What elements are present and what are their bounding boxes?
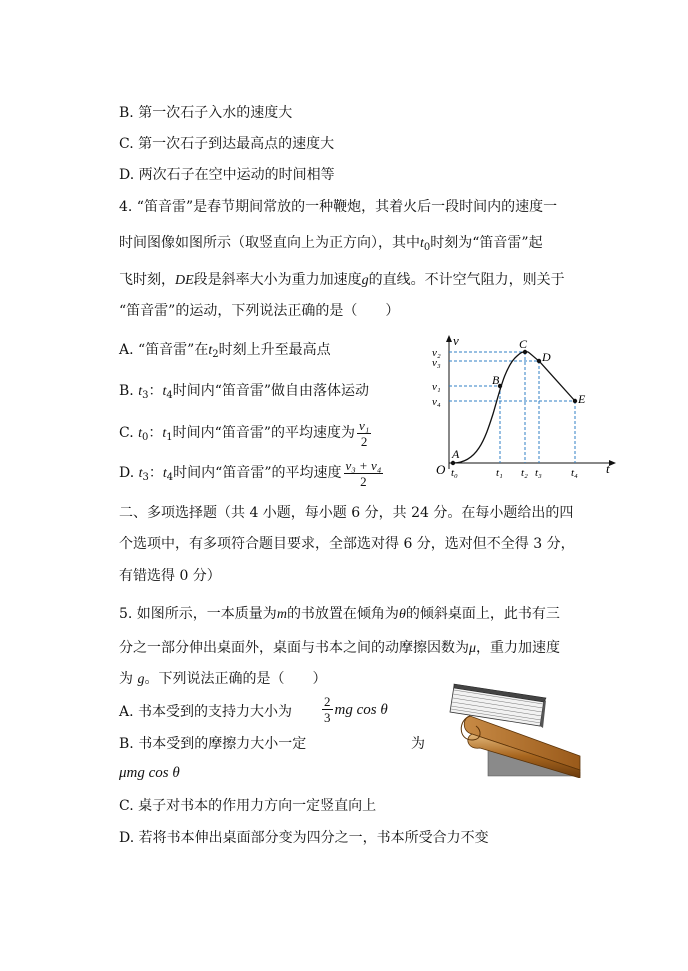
q5-stem-text: 分之一部分伸出桌面外，桌面与书本之间的动摩擦因数为 (119, 640, 469, 656)
q5-stem-text: ，重力加速度 (476, 640, 561, 656)
q4-stem-text: 飞时刻， (119, 272, 175, 288)
point-label-d: D (542, 350, 551, 364)
expression-mg-cos-theta: mg cos θ (334, 702, 388, 718)
q5-option-c: C. 桌子对书本的作用力方向一定竖直向上 (119, 798, 377, 814)
q3-option-d: D. 两次石子在空中运动的时间相等 (119, 167, 335, 183)
symbol-g: g (361, 273, 369, 288)
q4-option-text: B. (119, 383, 134, 399)
tick-label-t2: t₂ (521, 467, 528, 479)
fraction-v1-over-2 (357, 418, 371, 449)
q4-option-text: 时刻上升至最高点 (218, 342, 331, 358)
q5-stem-text: 5. 如图所示，一本质量为 (119, 606, 277, 622)
subscript: 2 (212, 349, 219, 360)
symbol-g: g (137, 672, 145, 687)
colon: ： (148, 425, 163, 441)
velocity-curve (453, 352, 575, 463)
section2-line1: 二、多项选择题（共 4 小题，每小题 6 分，共 24 分。在每小题给出的四 (119, 505, 574, 521)
q4-stem-line4: “笛音雷”的运动，下列说法正确的是（ ） (119, 303, 400, 319)
q5-stem-line2 (119, 638, 560, 659)
q4-option-text: 时间内“笛音雷”做自由落体运动 (172, 383, 370, 399)
symbol-t: t (138, 466, 143, 481)
q5-option-b: B. 书本受到的摩擦力大小一定 (119, 736, 307, 752)
subscript: 1 (166, 432, 173, 443)
tick-label-t1: t₁ (496, 467, 503, 479)
section2-line2: 个选项中，有多项符合题目要求，全部选对得 6 分，选对但不全得 3 分， (119, 536, 575, 552)
subscript: 4 (166, 390, 173, 401)
fraction-denominator: 2 (360, 473, 367, 489)
symbol-de: DE (175, 273, 194, 288)
tick-label-t3: t₃ (535, 467, 542, 479)
q4-stem-line2 (119, 233, 543, 258)
q4-option-text: C. (119, 425, 134, 441)
q4-stem-line1: 4. “笛音雷”是春节期间常放的一种鞭炮，其着火后一段时间内的速度一 (119, 199, 558, 215)
point-label-c: C (519, 337, 528, 351)
colon: ： (148, 465, 163, 481)
q5-stem-text: 的书放置在倾角为 (286, 606, 399, 622)
q4-option-text: 时间内“笛音雷”的平均速度 (173, 465, 342, 481)
q3-option-c: C. 第一次石子到达最高点的速度大 (119, 136, 335, 152)
subscript: 3 (142, 390, 149, 401)
q4-stem-text: 时刻为“笛音雷”起 (430, 235, 543, 251)
fraction-two-thirds (322, 694, 333, 725)
symbol-t: t (162, 384, 167, 399)
q5-stem-line1 (119, 604, 560, 625)
q4-option-text: 时间内“笛音雷”的平均速度为 (172, 425, 355, 441)
subscript: 4 (166, 472, 174, 483)
q3-option-b: B. 第一次石子入水的速度大 (119, 105, 293, 121)
tick-label-v3: v₃ (432, 357, 441, 369)
point-label-e: E (578, 392, 586, 406)
point-a (451, 461, 455, 465)
q5-stem-text: 的倾斜桌面上，此书有三 (405, 606, 560, 622)
origin-label: O (436, 462, 446, 477)
symbol-mu: μ (469, 641, 477, 656)
fraction-numerator: v₁ (358, 417, 370, 433)
q5-option-b-wei: 为 (411, 736, 425, 752)
q4-stem-text: 段是斜率大小为重力加速度 (193, 272, 362, 288)
tick-label-t0: t₀ (451, 467, 458, 479)
tick-label-t4: t₄ (571, 467, 578, 479)
book-on-table-illustration (448, 678, 584, 778)
point-e (573, 399, 577, 403)
q5-option-a: A. 书本受到的支持力大小为 (119, 704, 293, 720)
q4-stem-line3 (119, 270, 565, 291)
symbol-t: t (162, 466, 167, 481)
q4-option-a (119, 340, 331, 365)
q5-option-a-expression (320, 694, 388, 725)
symbol-t: t (162, 426, 167, 441)
colon: ： (148, 383, 163, 399)
q5-stem-line3 (119, 669, 326, 690)
symbol-theta: θ (398, 607, 406, 622)
v-axis-arrow (446, 335, 452, 342)
section2-line3: 有错选得 0 分） (119, 568, 221, 584)
subscript: 3 (142, 472, 149, 483)
q4-option-d (119, 456, 383, 495)
tick-label-v1: v₁ (432, 381, 441, 393)
symbol-t: t (208, 343, 213, 358)
symbol-t: t (138, 426, 143, 441)
q4-option-b (119, 381, 369, 406)
q4-option-text: D. (119, 465, 135, 481)
expression-mu-mg-cos-theta: μmg cos θ (119, 765, 180, 781)
tick-label-v2: v₂ (432, 347, 441, 359)
point-label-a: A (452, 447, 460, 461)
fraction-numerator: 2 (324, 694, 331, 709)
symbol-t: t (138, 384, 143, 399)
q5-stem-text: 为 (119, 671, 133, 687)
t-axis-arrow (609, 460, 616, 466)
symbol-m: m (276, 607, 287, 622)
q4-stem-text: 的直线。不计空气阻力，则关于 (368, 272, 565, 288)
q5-option-d: D. 若将书本伸出桌面部分变为四分之一，书本所受合力不变 (119, 830, 489, 846)
subscript: 0 (423, 242, 431, 253)
q4-stem-text: 时间图像如图所示（取竖直向上为正方向），其中 (119, 235, 420, 251)
point-label-b: B (492, 373, 500, 387)
symbol-t: t (420, 236, 424, 251)
subscript: 0 (142, 432, 149, 443)
fraction-v3-plus-v4-over-2 (344, 458, 384, 489)
axis-label-t: t (606, 461, 610, 476)
axis-label-v: v (453, 334, 459, 348)
fraction-denominator: 3 (324, 710, 331, 725)
q4-option-c (119, 416, 371, 455)
q5-stem-text: 。下列说法正确的是（ ） (144, 671, 327, 687)
tick-label-v4: v₄ (432, 396, 441, 408)
guide-lines (449, 352, 575, 463)
velocity-time-graph (415, 334, 620, 480)
fraction-numerator: v₃ + v₄ (345, 457, 382, 473)
fraction-denominator: 2 (360, 433, 368, 449)
q4-option-text: A. “笛音雷”在 (119, 342, 209, 358)
point-d (537, 359, 541, 363)
